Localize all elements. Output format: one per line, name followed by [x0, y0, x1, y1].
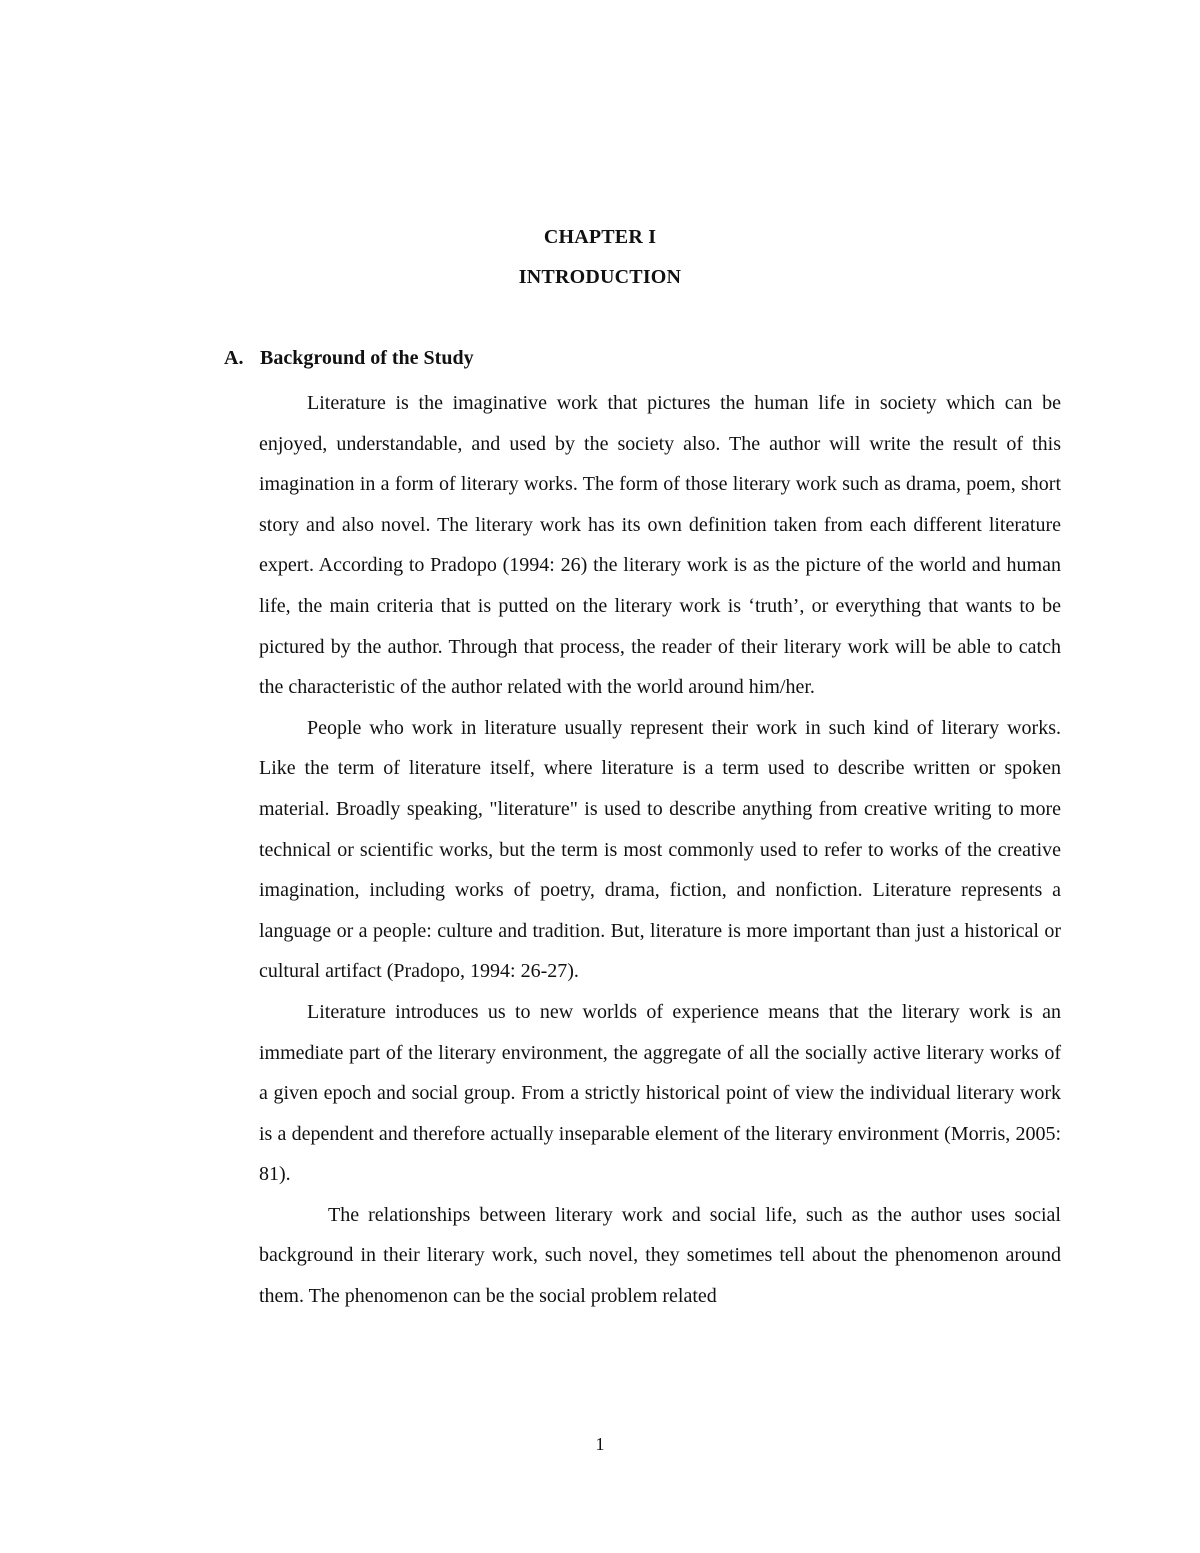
body-text: [259, 383, 1061, 1317]
chapter-label: CHAPTER I: [543, 226, 657, 248]
paragraph-3: Literature introduces us to new worlds of experience means that the literary work is an immediate part of the literary environment, the aggregate of all the socially active literary works of a given epoch and social group. From a strictly historical point of view the individual literary work is a dependent and therefore actually inseparable element of the literary environment (Morris, 2005: 81).: [259, 1000, 1061, 1186]
section-letter: A.: [224, 347, 244, 369]
section-title: Background of the Study: [260, 347, 474, 369]
page-number: 1: [595, 1434, 605, 1454]
paragraph-2: People who work in literature usually represent their work in such kind of literary works. Like the term of literature itself, where literature is a term used to describe written or spoken material. Broadly speaking, "literature" is used to describe anything from creative writing to more technical or scientific works, but the term is most commonly used to refer to works of the creative imagination, including works of poetry, drama, fiction, and nonfiction. Literature represents a language or a people: culture and tradition. But, literature is more important than just a historical or cultural artifact (Pradopo, 1994: 26-27).: [259, 716, 1061, 983]
section-heading: [224, 347, 474, 370]
paragraph-4: The relationships between literary work and social life, such as the author uses social background in their literary work, such novel, they sometimes tell about the phenomenon around them. The phenomenon can be the social problem related: [259, 1203, 1061, 1308]
chapter-title: INTRODUCTION: [518, 266, 682, 288]
paragraph-1: Literature is the imaginative work that pictures the human life in society which can be enjoyed, understandable, and used by the society also. The author will write the result of this imagination in a form of literary works. The form of those literary work such as drama, poem, short story and also novel. The literary work has its own definition taken from each different literature expert. According to Pradopo (1994: 26) the literary work is as the picture of the world and human life, the main criteria that is putted on the literary work is ‘truth’, or everything that wants to be pictured by the author. Through that process, the reader of their literary work will be able to catch the characteristic of the author related with the world around him/her.: [259, 392, 1061, 699]
